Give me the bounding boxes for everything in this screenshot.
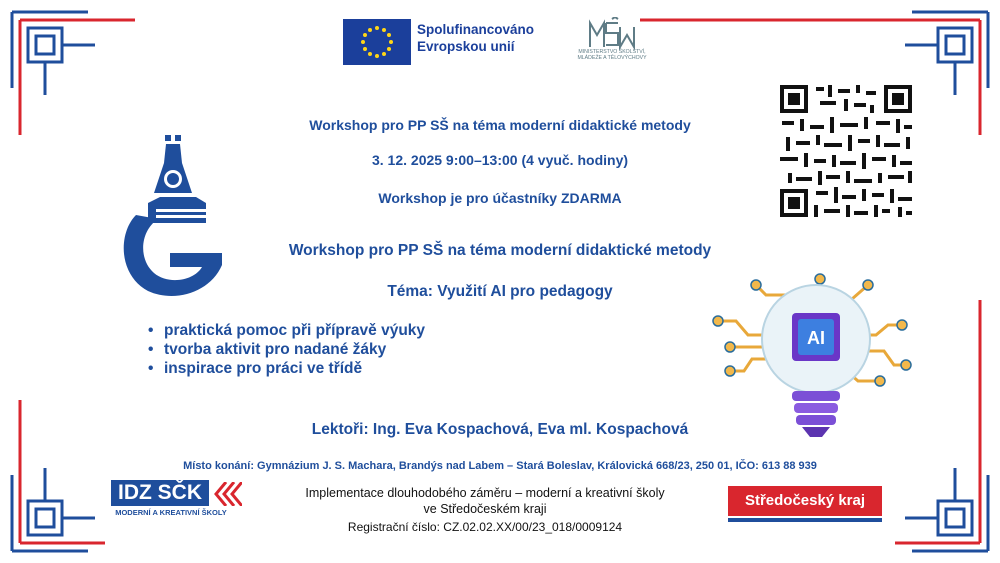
msmt-text: [560, 49, 664, 61]
implementation-line1: Implementace dlouhodobého záměru – moderní a kreativní školy: [305, 486, 665, 500]
list-item: • tvorba aktivit pro nadané žáky: [148, 340, 425, 359]
event-title-secondary: Workshop pro PP SŠ na téma moderní didaktické metody: [288, 242, 712, 259]
event-topic: Téma: Využití AI pro pedagogy: [387, 283, 613, 300]
eu-cofinancing-text: [417, 21, 534, 55]
eu-line1: Spolufinancováno: [417, 22, 535, 37]
region-logo: Středočeský kraj: [728, 486, 882, 516]
qr-code[interactable]: [780, 85, 912, 217]
msmt-line1: MINISTERSTVO ŠKOLSTVÍ,: [578, 49, 646, 55]
msmt-line2: MLÁDEŽE A TĚLOVÝCHOVY: [577, 55, 647, 61]
implementation-line2: ve Středočeském kraji: [423, 502, 547, 516]
eu-line2: Evropskou unií: [417, 39, 515, 54]
benefit-list: [148, 321, 425, 378]
chevron-icon: [212, 482, 242, 506]
idz-sck-logo: [111, 480, 235, 520]
implementation-text: [250, 485, 720, 517]
lecturers: Lektoři: Ing. Eva Kospachová, Eva ml. Kospachová: [311, 421, 689, 438]
registration-number: Registrační číslo: CZ.02.02.XX/00/23_018/0009124: [347, 520, 623, 534]
event-free-note: Workshop je pro účastníky ZDARMA: [378, 190, 622, 206]
ai-lightbulb-icon: [708, 255, 916, 440]
event-date: 3. 12. 2025 9:00–13:00 (4 vyuč. hodiny): [371, 152, 629, 168]
venue: Místo konání: Gymnázium J. S. Machara, Brandýs nad Labem – Stará Boleslav, Královická 668/23, 250 01, IČO: 613 88 939: [183, 460, 817, 472]
list-item: • praktická pomoc při přípravě výuky: [148, 321, 425, 340]
event-title: Workshop pro PP SŠ na téma moderní didaktické metody: [309, 117, 691, 133]
school-logo-icon: [118, 135, 228, 297]
region-logo-band: [728, 518, 882, 522]
idz-logo-subtitle: MODERNÍ A KREATIVNÍ ŠKOLY: [115, 508, 227, 517]
list-item: • inspirace pro práci ve třídě: [148, 359, 425, 378]
ai-chip-label: AI: [807, 328, 825, 348]
idz-logo-text: IDZ SČK: [111, 480, 209, 506]
eu-flag-icon: [343, 19, 411, 65]
